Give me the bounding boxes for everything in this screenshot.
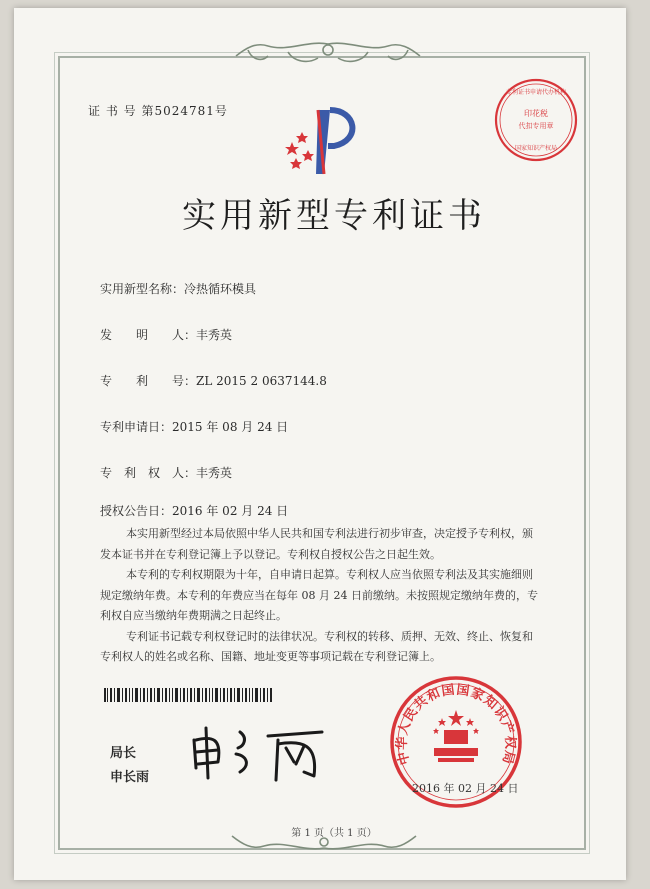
field-utility-model-name — [100, 280, 256, 297]
field-value: 2015 年 08 月 24 日 — [172, 420, 289, 434]
certificate-paper — [14, 8, 626, 880]
body-line: 本实用新型经过本局依照中华人民共和国专利法进行初步审查，决定授予专利权，颁 — [126, 527, 533, 540]
body-line: 规定缴纳年费。本专利的年费应当在每年 08 月 24 日前缴纳。未按照规定缴纳年费的，专 — [100, 588, 538, 602]
seal-date: 2016 年 02 月 24 日 — [412, 782, 519, 795]
field-label: 专 利 权 人： — [100, 466, 197, 480]
certificate-body — [100, 524, 556, 668]
seal-ring-text: 中华人民共和国国家知识产权局 — [394, 682, 518, 767]
field-label: 实用新型名称： — [100, 282, 185, 296]
page-number: 第 1 页（共 1 页） — [291, 828, 377, 839]
field-label: 授权公告日： — [100, 504, 173, 518]
body-line: 利权自应当缴纳年费期满之日起终止。 — [100, 609, 287, 622]
body-line: 专利权人的姓名或名称、国籍、地址变更等事项记载在专利登记簿上。 — [100, 650, 441, 663]
director-name: 申长雨 — [110, 770, 150, 785]
field-value: 丰秀英 — [196, 466, 233, 480]
body-line: 专利证书记载专利权登记时的法律状况。专利权的转移、质押、无效、终止、恢复和 — [126, 629, 533, 643]
ornament-top — [228, 38, 428, 72]
certificate-number: 证 书 号 第5024781号 — [88, 104, 228, 118]
stamp-small-line1: 印花税 — [524, 109, 548, 118]
field-label: 专利申请日： — [100, 420, 173, 434]
field-inventor — [100, 326, 232, 343]
field-value: 冷热循环模具 — [184, 282, 257, 296]
field-application-date — [100, 418, 288, 435]
field-label: 专 利 号： — [100, 374, 197, 388]
stamp-tax-seal — [492, 76, 580, 164]
certificate-title: 实用新型专利证书 — [182, 196, 486, 236]
field-label: 发 明 人： — [100, 328, 197, 342]
field-patentee — [100, 464, 232, 481]
stamp-small-bottom: 国家知识产权局 — [514, 145, 558, 152]
field-value: 2016 年 02 月 24 日 — [172, 504, 289, 518]
stamp-small-top: 专利证书申请代办机构 — [505, 89, 567, 96]
patent-office-logo — [278, 102, 368, 180]
director-signature — [182, 718, 332, 788]
director-title: 局长 — [110, 746, 137, 761]
body-line: 发本证书并在专利登记簿上予以登记。专利权自授权公告之日起生效。 — [100, 547, 441, 561]
stamp-small-line2: 代扣专用章 — [518, 122, 554, 130]
barcode — [104, 688, 272, 702]
field-value: ZL 2015 2 0637144.8 — [196, 374, 327, 388]
body-line: 本专利的专利权期限为十年，自申请日起算。专利权人应当依照专利法及其实施细则 — [126, 568, 533, 581]
field-patent-number — [100, 372, 327, 389]
field-grant-date — [100, 502, 288, 519]
field-value: 丰秀英 — [196, 328, 233, 342]
